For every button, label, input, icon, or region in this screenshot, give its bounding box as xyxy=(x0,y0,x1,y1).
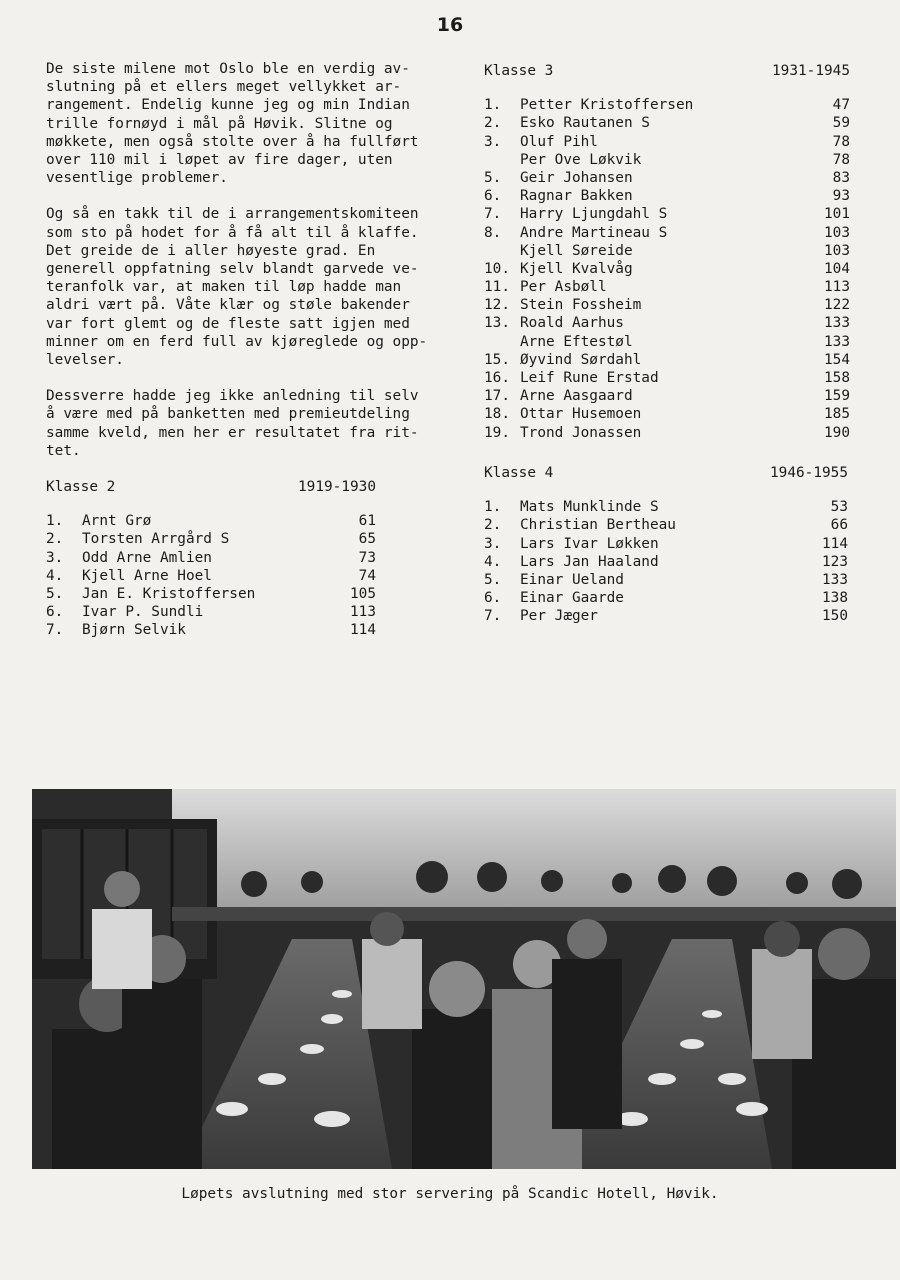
result-name: Mats Munklinde S xyxy=(520,499,659,516)
result-points: 83 xyxy=(832,169,850,186)
result-name: Geir Johansen xyxy=(520,169,633,186)
results-list xyxy=(484,498,848,625)
result-row xyxy=(484,133,850,151)
result-position: 11. xyxy=(484,279,510,296)
result-points: 66 xyxy=(830,517,848,534)
result-points: 158 xyxy=(824,370,850,387)
result-position xyxy=(484,333,520,351)
result-row xyxy=(484,351,850,369)
result-points: 190 xyxy=(824,424,850,441)
result-position: 17. xyxy=(484,388,510,405)
result-position: 3. xyxy=(484,535,502,552)
result-points: 59 xyxy=(832,115,850,132)
klasse-header xyxy=(46,478,376,496)
result-points: 133 xyxy=(822,571,848,588)
paragraph: Og så en takk til de i arrangementskomiteen som sto på hodet for å få alt til å klaffe. Det greide de i aller høyeste grad. En generell oppfatning selv blandt garvede ve- teranfolk var, at maken til løp hadde man aldri vært på. Våte klær og støle bakender var fort glemt og de fleste satt igjen med minner om en ferd full av kjøreglede og opp- levelser. xyxy=(46,206,428,369)
result-row xyxy=(484,405,850,423)
results-klasse-4 xyxy=(484,464,848,626)
result-position: 2. xyxy=(484,517,502,534)
result-position: 5. xyxy=(484,571,502,588)
result-row xyxy=(484,498,848,516)
result-row xyxy=(484,369,850,387)
banquet-photo-image xyxy=(32,789,896,1169)
result-position: 1. xyxy=(484,97,502,114)
result-position: 19. xyxy=(484,424,510,441)
result-position: 3. xyxy=(46,549,64,566)
result-row xyxy=(46,530,376,548)
result-position: 4. xyxy=(46,567,64,584)
result-row xyxy=(484,260,850,278)
result-row xyxy=(484,224,850,242)
result-name: Øyvind Sørdahl xyxy=(520,351,642,368)
result-row xyxy=(484,314,850,332)
result-row xyxy=(484,187,850,205)
result-position xyxy=(484,242,520,260)
result-name: Oluf Pihl xyxy=(520,133,598,150)
result-row xyxy=(484,387,850,405)
result-name: Leif Rune Erstad xyxy=(520,370,659,387)
result-points: 113 xyxy=(350,604,376,621)
result-points: 114 xyxy=(350,622,376,639)
result-points: 104 xyxy=(824,260,850,277)
article-text xyxy=(46,60,456,478)
result-name: Per Jæger xyxy=(520,608,598,625)
result-name: Esko Rautanen S xyxy=(520,115,650,132)
result-position: 4. xyxy=(484,553,502,570)
result-position: 1. xyxy=(46,513,64,530)
result-points: 103 xyxy=(824,242,850,259)
result-position: 15. xyxy=(484,351,510,368)
result-position: 2. xyxy=(484,115,502,132)
result-points: 123 xyxy=(822,553,848,570)
result-position: 7. xyxy=(46,622,64,639)
result-position: 6. xyxy=(46,604,64,621)
result-row xyxy=(46,585,376,603)
result-row xyxy=(46,567,376,585)
result-points: 47 xyxy=(832,97,850,114)
paragraph: De siste milene mot Oslo ble en verdig av- slutning på et ellers meget vellykket ar- rangement. Endelig kunne jeg og min Indian trille fornøyd i mål på Høvik. Slitne og møkkete, men også stolte over å ha fullført over 110 mil i løpet av fire dager, uten vesentlige problemer. xyxy=(46,61,419,187)
result-name: Kjell Søreide xyxy=(520,242,633,259)
result-points: 78 xyxy=(832,133,850,150)
result-points: 78 xyxy=(832,151,850,168)
result-name: Petter Kristoffersen xyxy=(520,97,694,114)
result-row xyxy=(484,278,850,296)
result-points: 101 xyxy=(824,206,850,223)
result-name: Trond Jonassen xyxy=(520,424,642,441)
klasse-title: Klasse 2 xyxy=(46,479,116,495)
result-row xyxy=(484,424,850,442)
result-points: 65 xyxy=(358,531,376,548)
result-name: Einar Ueland xyxy=(520,571,624,588)
result-name: Lars Ivar Løkken xyxy=(520,535,659,552)
result-row xyxy=(484,169,850,187)
result-position: 8. xyxy=(484,224,502,241)
result-name: Torsten Arrgård S xyxy=(82,531,230,548)
result-position: 7. xyxy=(484,608,502,625)
results-klasse-3 xyxy=(484,62,850,442)
result-row xyxy=(46,549,376,567)
result-row xyxy=(484,607,848,625)
result-points: 150 xyxy=(822,608,848,625)
result-position: 10. xyxy=(484,260,510,277)
result-name: Jan E. Kristoffersen xyxy=(82,585,256,602)
klasse-years: 1946-1955 xyxy=(770,465,848,481)
results-list xyxy=(484,96,850,442)
result-row xyxy=(484,242,850,260)
result-points: 159 xyxy=(824,388,850,405)
result-position: 12. xyxy=(484,297,510,314)
result-name: Harry Ljungdahl S xyxy=(520,206,668,223)
result-row xyxy=(484,516,848,534)
result-position: 18. xyxy=(484,406,510,423)
result-points: 93 xyxy=(832,188,850,205)
result-row xyxy=(484,114,850,132)
result-position: 2. xyxy=(46,531,64,548)
result-points: 113 xyxy=(824,279,850,296)
result-position: 13. xyxy=(484,315,510,332)
result-name: Andre Martineau S xyxy=(520,224,668,241)
klasse-title: Klasse 4 xyxy=(484,465,554,481)
result-row xyxy=(484,151,850,169)
result-name: Kjell Kvalvåg xyxy=(520,260,633,277)
result-position: 3. xyxy=(484,133,502,150)
result-name: Per Ove Løkvik xyxy=(520,151,642,168)
result-points: 53 xyxy=(830,499,848,516)
result-row xyxy=(46,603,376,621)
result-points: 105 xyxy=(350,585,376,602)
results-klasse-2 xyxy=(46,478,376,640)
banquet-photo xyxy=(32,789,896,1169)
result-row xyxy=(484,296,850,314)
result-points: 114 xyxy=(822,535,848,552)
result-name: Stein Fossheim xyxy=(520,297,642,314)
result-row xyxy=(484,571,848,589)
result-name: Arne Eftestøl xyxy=(520,333,633,350)
result-name: Einar Gaarde xyxy=(520,590,624,607)
result-points: 133 xyxy=(824,315,850,332)
page-number: 16 xyxy=(436,14,464,36)
result-position: 16. xyxy=(484,370,510,387)
result-name: Roald Aarhus xyxy=(520,315,624,332)
result-points: 122 xyxy=(824,297,850,314)
result-row xyxy=(46,621,376,639)
result-name: Kjell Arne Hoel xyxy=(82,567,212,584)
result-points: 138 xyxy=(822,590,848,607)
result-name: Ragnar Bakken xyxy=(520,188,633,205)
result-points: 73 xyxy=(358,549,376,566)
result-position: 7. xyxy=(484,206,502,223)
result-position: 1. xyxy=(484,499,502,516)
result-position: 5. xyxy=(46,585,64,602)
result-points: 103 xyxy=(824,224,850,241)
result-row xyxy=(484,535,848,553)
result-position: 6. xyxy=(484,188,502,205)
result-name: Ivar P. Sundli xyxy=(82,604,204,621)
result-row xyxy=(46,512,376,530)
result-position: 6. xyxy=(484,590,502,607)
result-points: 154 xyxy=(824,351,850,368)
result-position xyxy=(484,151,520,169)
result-name: Lars Jan Haaland xyxy=(520,553,659,570)
result-points: 133 xyxy=(824,333,850,350)
klasse-years: 1919-1930 xyxy=(298,479,376,495)
result-name: Odd Arne Amlien xyxy=(82,549,212,566)
result-row xyxy=(484,96,850,114)
paragraph: Dessverre hadde jeg ikke anledning til selv å være med på banketten med premieutdeling samme kveld, men her er resultatet fra rit- tet. xyxy=(46,388,419,459)
result-position: 5. xyxy=(484,169,502,186)
result-name: Arne Aasgaard xyxy=(520,388,633,405)
result-points: 185 xyxy=(824,406,850,423)
result-name: Per Asbøll xyxy=(520,279,607,296)
klasse-header xyxy=(484,62,850,80)
result-points: 61 xyxy=(358,513,376,530)
klasse-title: Klasse 3 xyxy=(484,63,554,79)
result-row xyxy=(484,333,850,351)
result-row xyxy=(484,589,848,607)
photo-caption: Løpets avslutning med stor servering på Scandic Hotell, Høvik. xyxy=(181,1186,719,1202)
results-list xyxy=(46,512,376,639)
result-row xyxy=(484,553,848,571)
klasse-years: 1931-1945 xyxy=(772,63,850,79)
klasse-header xyxy=(484,464,848,482)
result-name: Bjørn Selvik xyxy=(82,622,186,639)
result-name: Christian Bertheau xyxy=(520,517,676,534)
result-row xyxy=(484,205,850,223)
result-name: Arnt Grø xyxy=(82,513,152,530)
result-name: Ottar Husemoen xyxy=(520,406,642,423)
result-points: 74 xyxy=(358,567,376,584)
